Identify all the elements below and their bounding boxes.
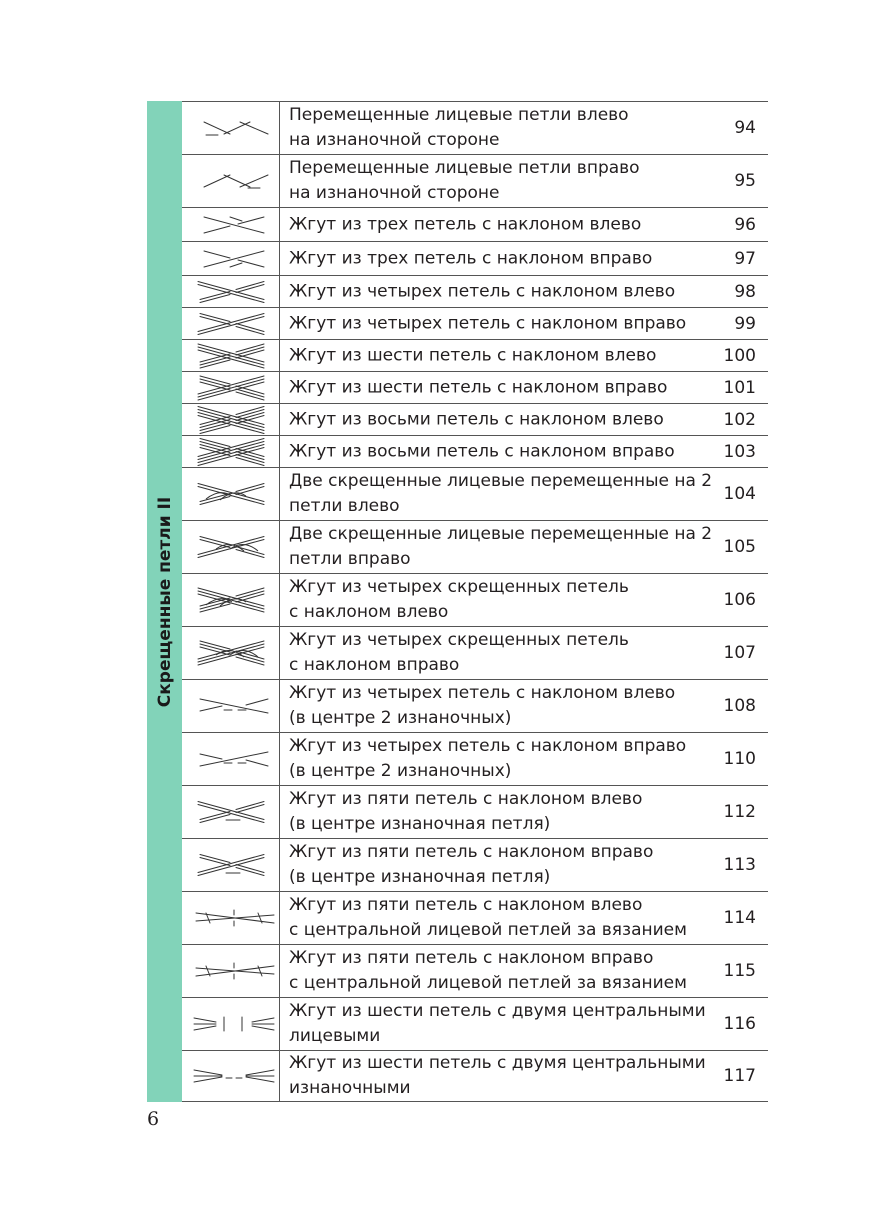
page-ref: 101: [723, 377, 756, 398]
symbol-cell: [182, 1051, 280, 1101]
symbol-cell: [182, 242, 280, 275]
row-title: [289, 343, 719, 368]
symbol-cell: [182, 574, 280, 626]
table-row: [182, 838, 768, 891]
row-title-line: Жгут из четырех петель с наклоном вправо: [289, 313, 687, 333]
symbol-cell: [182, 308, 280, 339]
row-title: [289, 734, 719, 784]
row-title-line: Жгут из пяти петель с наклоном влево: [289, 789, 643, 809]
table-row: [182, 241, 768, 275]
cable-6-purl-center-icon: [186, 1062, 278, 1090]
row-title-line: Жгут из четырех петель с наклоном влево: [289, 683, 676, 703]
table-row: [182, 626, 768, 679]
page-ref: 112: [723, 802, 756, 822]
symbol-cell: [182, 102, 280, 154]
row-title-line: (в центре изнаночная петля): [289, 867, 551, 887]
symbol-cell: [182, 404, 280, 435]
table-row: [182, 732, 768, 785]
row-title-line: с наклоном вправо: [289, 655, 460, 675]
row-title-line: Жгут из пяти петель с наклоном влево: [289, 895, 643, 915]
page-ref: 114: [723, 908, 756, 928]
row-title-line: Жгут из шести петель с наклоном вправо: [289, 377, 668, 397]
symbol-cell: [182, 627, 280, 679]
row-title-line: Жгут из шести петель с двумя центральными: [289, 1053, 706, 1073]
page-ref: 117: [723, 1066, 756, 1086]
table-row: [182, 467, 768, 520]
table-row: [182, 891, 768, 944]
row-title-line: Жгут из шести петель с двумя центральными: [289, 1001, 706, 1021]
symbol-cell: [182, 839, 280, 891]
row-title-line: Перемещенные лицевые петли влево: [289, 105, 629, 125]
row-title-line: петли влево: [289, 496, 400, 516]
table-row: [182, 573, 768, 626]
table-row: [182, 275, 768, 307]
row-title-line: (в центре изнаночная петля): [289, 814, 551, 834]
section-tab: [147, 101, 182, 1102]
row-title: [289, 575, 719, 625]
row-title-line: (в центре 2 изнаночных): [289, 761, 512, 781]
symbol-cell: [182, 208, 280, 241]
row-title-line: с центральной лицевой петлей за вязанием: [289, 973, 687, 993]
cable-3-right-icon: [186, 245, 278, 273]
page-ref: 97: [734, 248, 756, 269]
cable-5-knit-right-icon: [186, 957, 278, 985]
cable-6-right-icon: [186, 374, 278, 402]
page-ref: 110: [723, 749, 756, 769]
table-row: [182, 154, 768, 207]
row-title-line: (в центре 2 изнаночных): [289, 708, 512, 728]
section-title: Скрещенные петли II: [154, 496, 175, 707]
cable-4-right-icon: [186, 310, 278, 338]
row-title-line: с центральной лицевой петлей за вязанием: [289, 920, 687, 940]
twisted-2-left-icon: [186, 480, 278, 508]
row-title: [289, 628, 719, 678]
cable-6-knit-center-icon: [186, 1010, 278, 1038]
page-ref: 103: [723, 441, 756, 462]
row-title: [289, 311, 719, 336]
row-title-line: на изнаночной стороне: [289, 130, 500, 150]
symbol-cell: [182, 521, 280, 573]
table-row: [182, 944, 768, 997]
table-row: [182, 1050, 768, 1102]
cable-3-left-icon: [186, 211, 278, 239]
row-title: [289, 469, 719, 519]
row-title-line: Жгут из четырех скрещенных петель: [289, 630, 629, 650]
table-row: [182, 435, 768, 467]
row-title: [289, 893, 719, 943]
row-title: [289, 407, 719, 432]
row-title-line: Жгут из четырех петель с наклоном влево: [289, 281, 676, 301]
table-row: [182, 785, 768, 838]
page-ref: 106: [723, 590, 756, 610]
row-title: [289, 156, 719, 206]
row-title: [289, 1051, 719, 1101]
symbol-cell: [182, 436, 280, 467]
row-title-line: Жгут из трех петель с наклоном влево: [289, 214, 642, 234]
symbol-cell: [182, 892, 280, 944]
page-ref: 105: [723, 537, 756, 557]
row-title: [289, 522, 719, 572]
symbol-cell: [182, 340, 280, 371]
page-ref: 102: [723, 409, 756, 430]
row-title-line: Перемещенные лицевые петли вправо: [289, 158, 640, 178]
symbol-cell: [182, 155, 280, 207]
row-title: [289, 840, 719, 890]
row-title-line: Две скрещенные лицевые перемещенные на 2: [289, 471, 713, 491]
row-title-line: Две скрещенные лицевые перемещенные на 2: [289, 524, 713, 544]
row-title-line: изнаночными: [289, 1078, 411, 1098]
table-row: [182, 679, 768, 732]
page-ref: 113: [723, 855, 756, 875]
symbol-index-table: [182, 101, 768, 1102]
table-row: [182, 339, 768, 371]
table-row: [182, 101, 768, 154]
row-title: [289, 946, 719, 996]
row-title: [289, 681, 719, 731]
twisted-2-right-icon: [186, 533, 278, 561]
row-title-line: Жгут из четырех петель с наклоном вправо: [289, 736, 687, 756]
cable-4-purl-right-icon: [186, 745, 278, 773]
page-ref: 95: [734, 171, 756, 191]
table-row: [182, 997, 768, 1050]
row-title: [289, 212, 719, 237]
page-ref: 108: [723, 696, 756, 716]
page-ref: 107: [723, 643, 756, 663]
row-title: [289, 375, 719, 400]
page-number: 6: [147, 1108, 160, 1130]
cable-4-purl-left-icon: [186, 692, 278, 720]
symbol-cell: [182, 786, 280, 838]
page-ref: 104: [723, 484, 756, 504]
page-ref: 115: [723, 961, 756, 981]
table-row: [182, 207, 768, 241]
purl-side-right-icon: [186, 167, 278, 195]
page-ref: 116: [723, 1014, 756, 1034]
symbol-cell: [182, 276, 280, 307]
symbol-cell: [182, 680, 280, 732]
row-title: [289, 279, 719, 304]
row-title-line: Жгут из пяти петель с наклоном вправо: [289, 948, 654, 968]
cable-5-purl-right-icon: [186, 851, 278, 879]
page-ref: 94: [734, 118, 756, 138]
row-title-line: петли вправо: [289, 549, 411, 569]
twisted-4-right-icon: [186, 639, 278, 667]
symbol-cell: [182, 733, 280, 785]
page-ref: 99: [734, 313, 756, 334]
table-row: [182, 403, 768, 435]
cable-6-left-icon: [186, 342, 278, 370]
twisted-4-left-icon: [186, 586, 278, 614]
cable-4-left-icon: [186, 278, 278, 306]
row-title-line: на изнаночной стороне: [289, 183, 500, 203]
row-title: [289, 999, 719, 1049]
purl-side-left-icon: [186, 114, 278, 142]
symbol-cell: [182, 372, 280, 403]
row-title: [289, 787, 719, 837]
row-title-line: Жгут из четырех скрещенных петель: [289, 577, 629, 597]
row-title: [289, 439, 719, 464]
symbol-cell: [182, 945, 280, 997]
cable-5-purl-left-icon: [186, 798, 278, 826]
row-title: [289, 246, 719, 271]
cable-5-knit-left-icon: [186, 904, 278, 932]
page-ref: 96: [734, 214, 756, 235]
row-title-line: с наклоном влево: [289, 602, 449, 622]
symbol-cell: [182, 468, 280, 520]
cable-8-left-icon: [186, 406, 278, 434]
page-ref: 98: [734, 281, 756, 302]
table-row: [182, 371, 768, 403]
table-row: [182, 520, 768, 573]
page-ref: 100: [723, 345, 756, 366]
row-title-line: Жгут из шести петель с наклоном влево: [289, 345, 657, 365]
symbol-cell: [182, 998, 280, 1050]
cable-8-right-icon: [186, 438, 278, 466]
row-title-line: Жгут из восьми петель с наклоном влево: [289, 409, 664, 429]
row-title-line: Жгут из пяти петель с наклоном вправо: [289, 842, 654, 862]
row-title: [289, 103, 719, 153]
row-title-line: Жгут из трех петель с наклоном вправо: [289, 248, 653, 268]
row-title-line: Жгут из восьми петель с наклоном вправо: [289, 441, 675, 461]
table-row: [182, 307, 768, 339]
row-title-line: лицевыми: [289, 1026, 381, 1046]
